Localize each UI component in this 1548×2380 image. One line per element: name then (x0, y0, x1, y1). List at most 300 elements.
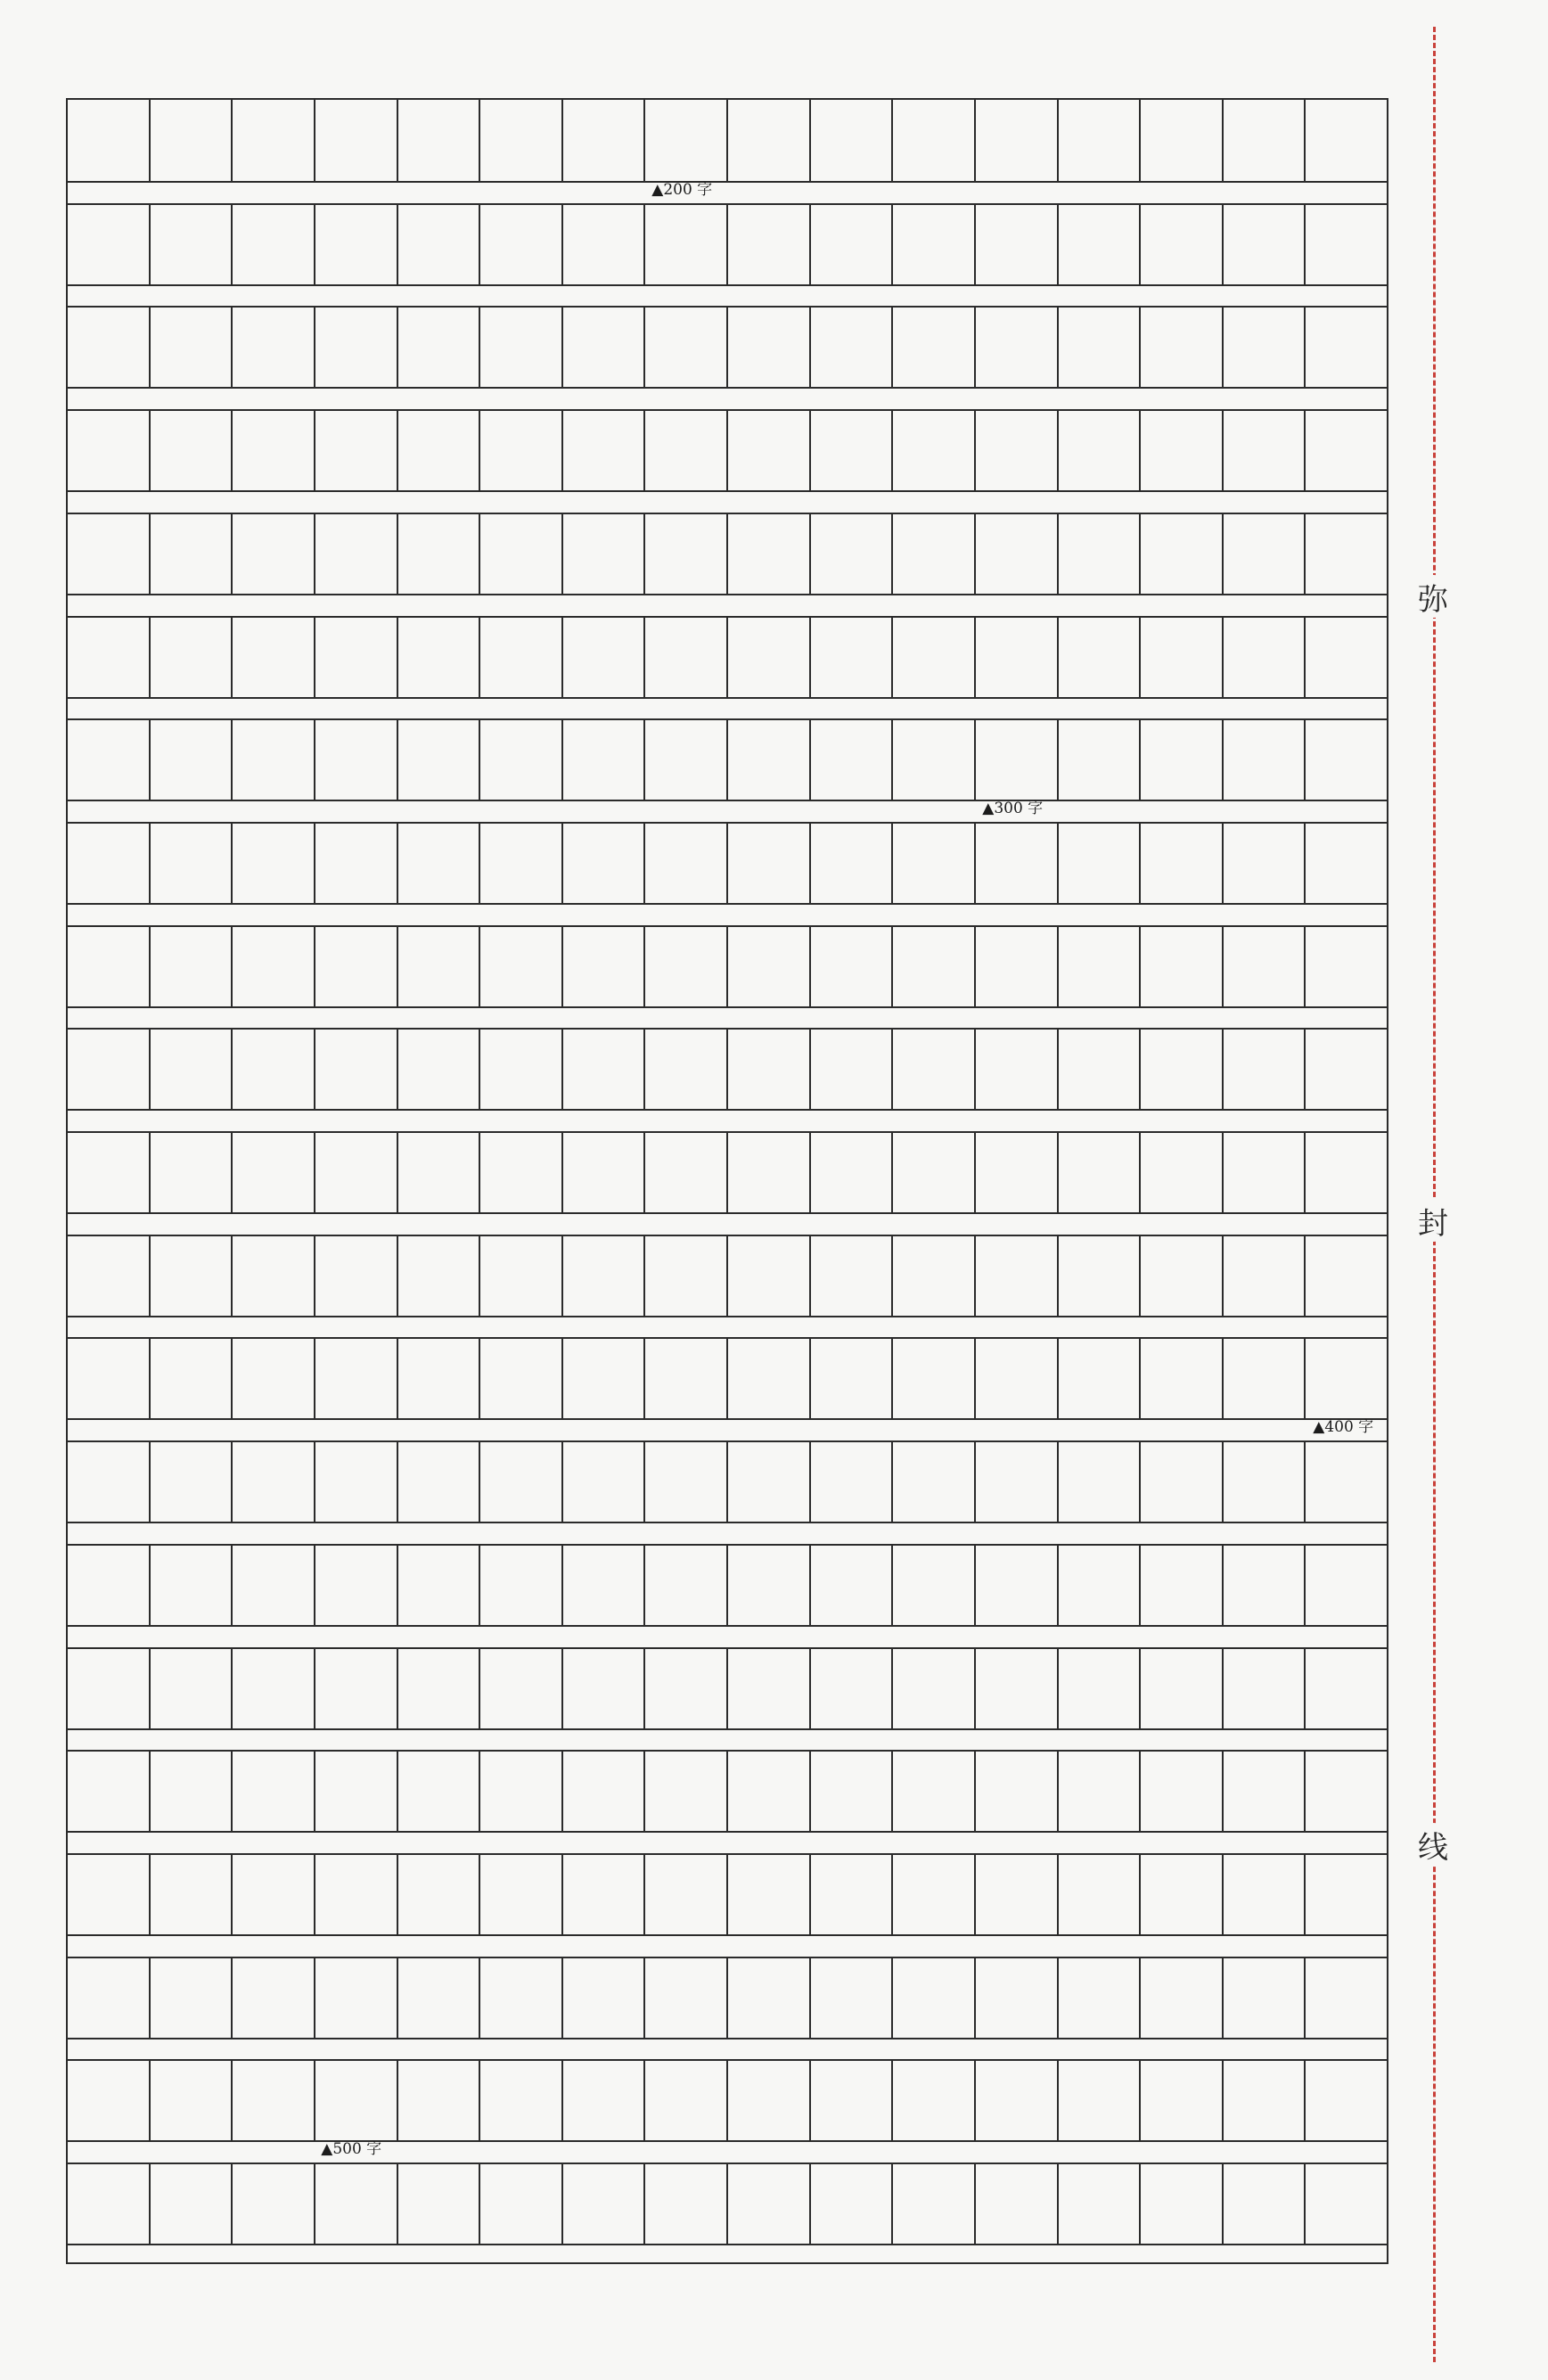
grid-cell[interactable] (68, 411, 151, 490)
grid-cell[interactable] (1141, 927, 1224, 1006)
grid-cell[interactable] (1059, 1752, 1142, 1831)
grid-cell[interactable] (811, 1958, 894, 2038)
grid-cell[interactable] (151, 927, 233, 1006)
grid-cell[interactable] (233, 514, 315, 594)
grid-cell[interactable] (1224, 1133, 1306, 1212)
grid-cell[interactable] (68, 720, 151, 800)
grid-cell[interactable] (1059, 1133, 1142, 1212)
grid-cell[interactable] (480, 618, 563, 697)
grid-cell[interactable] (1059, 1546, 1142, 1625)
grid-cell[interactable] (315, 2164, 398, 2244)
grid-cell[interactable] (398, 1752, 481, 1831)
grid-cell[interactable] (976, 1442, 1059, 1522)
grid-cell[interactable] (728, 1442, 811, 1522)
grid-cell[interactable] (645, 1855, 728, 1934)
grid-cell[interactable] (645, 1649, 728, 1728)
grid-cell[interactable] (976, 205, 1059, 284)
grid-cell[interactable] (893, 927, 976, 1006)
grid-cell[interactable] (645, 1030, 728, 1109)
grid-cell[interactable] (893, 1030, 976, 1109)
grid-cell[interactable] (315, 514, 398, 594)
grid-cell[interactable] (233, 205, 315, 284)
grid-cell[interactable] (728, 720, 811, 800)
grid-cell[interactable] (233, 100, 315, 181)
grid-cell[interactable] (398, 1442, 481, 1522)
grid-cell[interactable] (68, 1442, 151, 1522)
grid-cell[interactable] (1059, 1649, 1142, 1728)
grid-cell[interactable] (563, 514, 646, 594)
grid-cell[interactable] (1306, 927, 1387, 1006)
grid-cell[interactable] (315, 205, 398, 284)
grid-cell[interactable] (645, 1442, 728, 1522)
grid-cell[interactable] (68, 514, 151, 594)
grid-cell[interactable] (1141, 514, 1224, 594)
grid-cell[interactable] (480, 720, 563, 800)
grid-cell[interactable] (151, 1236, 233, 1316)
grid-cell[interactable] (398, 618, 481, 697)
grid-cell[interactable] (811, 1236, 894, 1316)
grid-cell[interactable] (1224, 100, 1306, 181)
grid-cell[interactable] (233, 1855, 315, 1934)
grid-cell[interactable] (68, 1855, 151, 1934)
grid-cell[interactable] (398, 2164, 481, 2244)
grid-cell[interactable] (811, 1649, 894, 1728)
grid-cell[interactable] (1059, 720, 1142, 800)
grid-cell[interactable] (976, 100, 1059, 181)
grid-cell[interactable] (315, 1752, 398, 1831)
grid-cell[interactable] (233, 1752, 315, 1831)
grid-cell[interactable] (1141, 1752, 1224, 1831)
grid-cell[interactable] (1306, 514, 1387, 594)
grid-cell[interactable] (893, 2164, 976, 2244)
grid-cell[interactable] (728, 1958, 811, 2038)
grid-cell[interactable] (728, 618, 811, 697)
grid-cell[interactable] (68, 824, 151, 903)
grid-cell[interactable] (68, 1236, 151, 1316)
grid-cell[interactable] (480, 824, 563, 903)
grid-cell[interactable] (976, 1339, 1059, 1418)
grid-cell[interactable] (811, 824, 894, 903)
grid-cell[interactable] (563, 720, 646, 800)
grid-cell[interactable] (480, 100, 563, 181)
grid-cell[interactable] (563, 1752, 646, 1831)
grid-cell[interactable] (480, 1236, 563, 1316)
grid-cell[interactable] (480, 2164, 563, 2244)
grid-cell[interactable] (893, 411, 976, 490)
grid-cell[interactable] (151, 2164, 233, 2244)
grid-cell[interactable] (1141, 1958, 1224, 2038)
grid-cell[interactable] (1141, 1546, 1224, 1625)
grid-cell[interactable] (151, 618, 233, 697)
grid-cell[interactable] (893, 1236, 976, 1316)
grid-cell[interactable] (1224, 927, 1306, 1006)
grid-cell[interactable] (645, 1236, 728, 1316)
grid-cell[interactable] (1306, 1546, 1387, 1625)
grid-cell[interactable] (811, 100, 894, 181)
grid-cell[interactable] (1306, 2164, 1387, 2244)
grid-cell[interactable] (68, 1339, 151, 1418)
grid-cell[interactable] (315, 927, 398, 1006)
grid-cell[interactable] (151, 1133, 233, 1212)
grid-cell[interactable] (893, 1855, 976, 1934)
grid-cell[interactable] (315, 308, 398, 387)
grid-cell[interactable] (1224, 1546, 1306, 1625)
grid-cell[interactable] (563, 1030, 646, 1109)
grid-cell[interactable] (1059, 100, 1142, 181)
grid-cell[interactable] (233, 1958, 315, 2038)
grid-cell[interactable] (68, 618, 151, 697)
grid-cell[interactable] (315, 1958, 398, 2038)
grid-cell[interactable] (1059, 514, 1142, 594)
grid-cell[interactable] (68, 1649, 151, 1728)
grid-cell[interactable] (563, 927, 646, 1006)
grid-cell[interactable] (1224, 720, 1306, 800)
grid-cell[interactable] (151, 514, 233, 594)
grid-cell[interactable] (68, 927, 151, 1006)
grid-cell[interactable] (976, 2164, 1059, 2244)
grid-cell[interactable] (728, 205, 811, 284)
grid-cell[interactable] (315, 1855, 398, 1934)
grid-cell[interactable] (1306, 100, 1387, 181)
grid-cell[interactable] (893, 205, 976, 284)
grid-cell[interactable] (728, 2164, 811, 2244)
grid-cell[interactable] (976, 308, 1059, 387)
grid-cell[interactable] (1141, 205, 1224, 284)
grid-cell[interactable] (645, 2164, 728, 2244)
grid-cell[interactable] (398, 100, 481, 181)
grid-cell[interactable] (563, 1236, 646, 1316)
grid-cell[interactable] (315, 720, 398, 800)
grid-cell[interactable] (1059, 927, 1142, 1006)
grid-cell[interactable] (315, 1030, 398, 1109)
grid-cell[interactable] (893, 1958, 976, 2038)
grid-cell[interactable] (68, 1958, 151, 2038)
grid-cell[interactable] (811, 308, 894, 387)
grid-cell[interactable] (68, 1133, 151, 1212)
grid-cell[interactable] (728, 2061, 811, 2140)
grid-cell[interactable] (398, 1855, 481, 1934)
grid-cell[interactable] (811, 205, 894, 284)
grid-cell[interactable] (976, 1133, 1059, 1212)
grid-cell[interactable] (645, 205, 728, 284)
grid-cell[interactable] (728, 411, 811, 490)
grid-cell[interactable] (480, 1442, 563, 1522)
grid-cell[interactable] (976, 1030, 1059, 1109)
grid-cell[interactable] (315, 618, 398, 697)
grid-cell[interactable] (811, 2061, 894, 2140)
grid-cell[interactable] (480, 1855, 563, 1934)
grid-cell[interactable] (976, 927, 1059, 1006)
grid-cell[interactable] (398, 308, 481, 387)
grid-cell[interactable] (1224, 1339, 1306, 1418)
grid-cell[interactable] (151, 411, 233, 490)
grid-cell[interactable] (563, 205, 646, 284)
grid-cell[interactable] (233, 2164, 315, 2244)
grid-cell[interactable] (728, 1030, 811, 1109)
grid-cell[interactable] (1059, 1855, 1142, 1934)
grid-cell[interactable] (233, 1133, 315, 1212)
grid-cell[interactable] (398, 205, 481, 284)
grid-cell[interactable] (315, 2061, 398, 2140)
grid-cell[interactable] (480, 1030, 563, 1109)
grid-cell[interactable] (233, 1546, 315, 1625)
grid-cell[interactable] (1059, 1236, 1142, 1316)
grid-cell[interactable] (563, 100, 646, 181)
grid-cell[interactable] (1306, 1958, 1387, 2038)
grid-cell[interactable] (315, 1649, 398, 1728)
grid-cell[interactable] (151, 1442, 233, 1522)
grid-cell[interactable] (315, 1133, 398, 1212)
grid-cell[interactable] (1306, 720, 1387, 800)
grid-cell[interactable] (645, 618, 728, 697)
grid-cell[interactable] (1059, 824, 1142, 903)
grid-cell[interactable] (563, 1339, 646, 1418)
grid-cell[interactable] (645, 720, 728, 800)
grid-cell[interactable] (398, 1649, 481, 1728)
grid-cell[interactable] (728, 1752, 811, 1831)
grid-cell[interactable] (728, 1133, 811, 1212)
grid-cell[interactable] (976, 1752, 1059, 1831)
grid-cell[interactable] (893, 1546, 976, 1625)
grid-cell[interactable] (728, 308, 811, 387)
grid-cell[interactable] (1224, 514, 1306, 594)
grid-cell[interactable] (68, 308, 151, 387)
grid-cell[interactable] (151, 1030, 233, 1109)
grid-cell[interactable] (1306, 2061, 1387, 2140)
grid-cell[interactable] (1141, 618, 1224, 697)
grid-cell[interactable] (728, 927, 811, 1006)
grid-cell[interactable] (1224, 308, 1306, 387)
grid-cell[interactable] (151, 1958, 233, 2038)
grid-cell[interactable] (151, 308, 233, 387)
grid-cell[interactable] (1306, 1236, 1387, 1316)
grid-cell[interactable] (1306, 824, 1387, 903)
grid-cell[interactable] (976, 1546, 1059, 1625)
grid-cell[interactable] (1141, 1649, 1224, 1728)
grid-cell[interactable] (811, 1442, 894, 1522)
grid-cell[interactable] (1224, 205, 1306, 284)
grid-cell[interactable] (151, 1752, 233, 1831)
grid-cell[interactable] (976, 618, 1059, 697)
grid-cell[interactable] (976, 824, 1059, 903)
grid-cell[interactable] (233, 720, 315, 800)
grid-cell[interactable] (233, 927, 315, 1006)
grid-cell[interactable] (645, 100, 728, 181)
grid-cell[interactable] (1306, 1133, 1387, 1212)
grid-cell[interactable] (68, 100, 151, 181)
grid-cell[interactable] (398, 1236, 481, 1316)
grid-cell[interactable] (233, 1236, 315, 1316)
grid-cell[interactable] (398, 1958, 481, 2038)
grid-cell[interactable] (1059, 1030, 1142, 1109)
grid-cell[interactable] (645, 927, 728, 1006)
grid-cell[interactable] (811, 927, 894, 1006)
grid-cell[interactable] (811, 1855, 894, 1934)
grid-cell[interactable] (151, 2061, 233, 2140)
grid-cell[interactable] (976, 1649, 1059, 1728)
grid-cell[interactable] (480, 1752, 563, 1831)
grid-cell[interactable] (893, 618, 976, 697)
grid-cell[interactable] (151, 1546, 233, 1625)
grid-cell[interactable] (728, 1236, 811, 1316)
grid-cell[interactable] (563, 411, 646, 490)
grid-cell[interactable] (893, 1339, 976, 1418)
grid-cell[interactable] (68, 205, 151, 284)
grid-cell[interactable] (1059, 308, 1142, 387)
grid-cell[interactable] (811, 1339, 894, 1418)
grid-cell[interactable] (1224, 2061, 1306, 2140)
grid-cell[interactable] (893, 824, 976, 903)
grid-cell[interactable] (1059, 2061, 1142, 2140)
grid-cell[interactable] (151, 1649, 233, 1728)
grid-cell[interactable] (728, 1339, 811, 1418)
grid-cell[interactable] (1224, 1752, 1306, 1831)
grid-cell[interactable] (1141, 411, 1224, 490)
grid-cell[interactable] (811, 720, 894, 800)
grid-cell[interactable] (480, 2061, 563, 2140)
grid-cell[interactable] (1141, 1030, 1224, 1109)
grid-cell[interactable] (1059, 618, 1142, 697)
grid-cell[interactable] (151, 205, 233, 284)
grid-cell[interactable] (1141, 1236, 1224, 1316)
grid-cell[interactable] (976, 514, 1059, 594)
grid-cell[interactable] (728, 1546, 811, 1625)
grid-cell[interactable] (811, 1546, 894, 1625)
grid-cell[interactable] (893, 514, 976, 594)
grid-cell[interactable] (645, 1958, 728, 2038)
grid-cell[interactable] (976, 720, 1059, 800)
grid-cell[interactable] (645, 1546, 728, 1625)
grid-cell[interactable] (563, 1649, 646, 1728)
grid-cell[interactable] (68, 2061, 151, 2140)
grid-cell[interactable] (1224, 2164, 1306, 2244)
grid-cell[interactable] (1141, 1133, 1224, 1212)
grid-cell[interactable] (480, 1958, 563, 2038)
grid-cell[interactable] (1306, 1649, 1387, 1728)
grid-cell[interactable] (315, 1339, 398, 1418)
grid-cell[interactable] (233, 1339, 315, 1418)
grid-cell[interactable] (728, 100, 811, 181)
grid-cell[interactable] (68, 1030, 151, 1109)
grid-cell[interactable] (645, 411, 728, 490)
grid-cell[interactable] (68, 1546, 151, 1625)
grid-cell[interactable] (151, 100, 233, 181)
grid-cell[interactable] (893, 308, 976, 387)
grid-cell[interactable] (398, 514, 481, 594)
grid-cell[interactable] (563, 2061, 646, 2140)
grid-cell[interactable] (1306, 1752, 1387, 1831)
grid-cell[interactable] (563, 824, 646, 903)
grid-cell[interactable] (398, 1030, 481, 1109)
grid-cell[interactable] (233, 411, 315, 490)
grid-cell[interactable] (1059, 411, 1142, 490)
grid-cell[interactable] (976, 1855, 1059, 1934)
grid-cell[interactable] (480, 411, 563, 490)
grid-cell[interactable] (1306, 411, 1387, 490)
grid-cell[interactable] (1141, 308, 1224, 387)
grid-cell[interactable] (398, 824, 481, 903)
grid-cell[interactable] (645, 1752, 728, 1831)
grid-cell[interactable] (811, 618, 894, 697)
grid-cell[interactable] (976, 1236, 1059, 1316)
grid-cell[interactable] (893, 720, 976, 800)
grid-cell[interactable] (645, 1133, 728, 1212)
grid-cell[interactable] (893, 1133, 976, 1212)
grid-cell[interactable] (1224, 1442, 1306, 1522)
grid-cell[interactable] (233, 1030, 315, 1109)
grid-cell[interactable] (480, 1546, 563, 1625)
grid-cell[interactable] (315, 1236, 398, 1316)
grid-cell[interactable] (811, 1030, 894, 1109)
grid-cell[interactable] (893, 1752, 976, 1831)
grid-cell[interactable] (563, 2164, 646, 2244)
grid-cell[interactable] (563, 1958, 646, 2038)
grid-cell[interactable] (893, 100, 976, 181)
grid-cell[interactable] (151, 824, 233, 903)
grid-cell[interactable] (315, 100, 398, 181)
grid-cell[interactable] (1306, 205, 1387, 284)
grid-cell[interactable] (315, 1546, 398, 1625)
grid-cell[interactable] (893, 2061, 976, 2140)
grid-cell[interactable] (151, 1339, 233, 1418)
grid-cell[interactable] (976, 2061, 1059, 2140)
grid-cell[interactable] (1141, 1855, 1224, 1934)
grid-cell[interactable] (233, 824, 315, 903)
grid-cell[interactable] (811, 2164, 894, 2244)
grid-cell[interactable] (645, 2061, 728, 2140)
grid-cell[interactable] (728, 824, 811, 903)
grid-cell[interactable] (480, 1339, 563, 1418)
grid-cell[interactable] (398, 1133, 481, 1212)
grid-cell[interactable] (728, 514, 811, 594)
grid-cell[interactable] (1059, 2164, 1142, 2244)
grid-cell[interactable] (563, 308, 646, 387)
grid-cell[interactable] (563, 1855, 646, 1934)
grid-cell[interactable] (151, 720, 233, 800)
grid-cell[interactable] (893, 1442, 976, 1522)
grid-cell[interactable] (233, 1649, 315, 1728)
grid-cell[interactable] (1141, 2164, 1224, 2244)
grid-cell[interactable] (1059, 1442, 1142, 1522)
grid-cell[interactable] (1059, 205, 1142, 284)
grid-cell[interactable] (315, 411, 398, 490)
grid-cell[interactable] (893, 1649, 976, 1728)
grid-cell[interactable] (68, 2164, 151, 2244)
grid-cell[interactable] (563, 1546, 646, 1625)
grid-cell[interactable] (1141, 100, 1224, 181)
grid-cell[interactable] (1306, 1442, 1387, 1522)
grid-cell[interactable] (1224, 411, 1306, 490)
grid-cell[interactable] (1306, 1855, 1387, 1934)
grid-cell[interactable] (1224, 1958, 1306, 2038)
grid-cell[interactable] (1224, 1649, 1306, 1728)
grid-cell[interactable] (480, 514, 563, 594)
grid-cell[interactable] (233, 2061, 315, 2140)
grid-cell[interactable] (480, 1649, 563, 1728)
grid-cell[interactable] (728, 1649, 811, 1728)
grid-cell[interactable] (233, 308, 315, 387)
grid-cell[interactable] (68, 1752, 151, 1831)
grid-cell[interactable] (811, 514, 894, 594)
grid-cell[interactable] (645, 514, 728, 594)
grid-cell[interactable] (480, 1133, 563, 1212)
grid-cell[interactable] (1306, 308, 1387, 387)
grid-cell[interactable] (480, 927, 563, 1006)
grid-cell[interactable] (728, 1855, 811, 1934)
grid-cell[interactable] (398, 1339, 481, 1418)
grid-cell[interactable] (315, 824, 398, 903)
grid-cell[interactable] (315, 1442, 398, 1522)
